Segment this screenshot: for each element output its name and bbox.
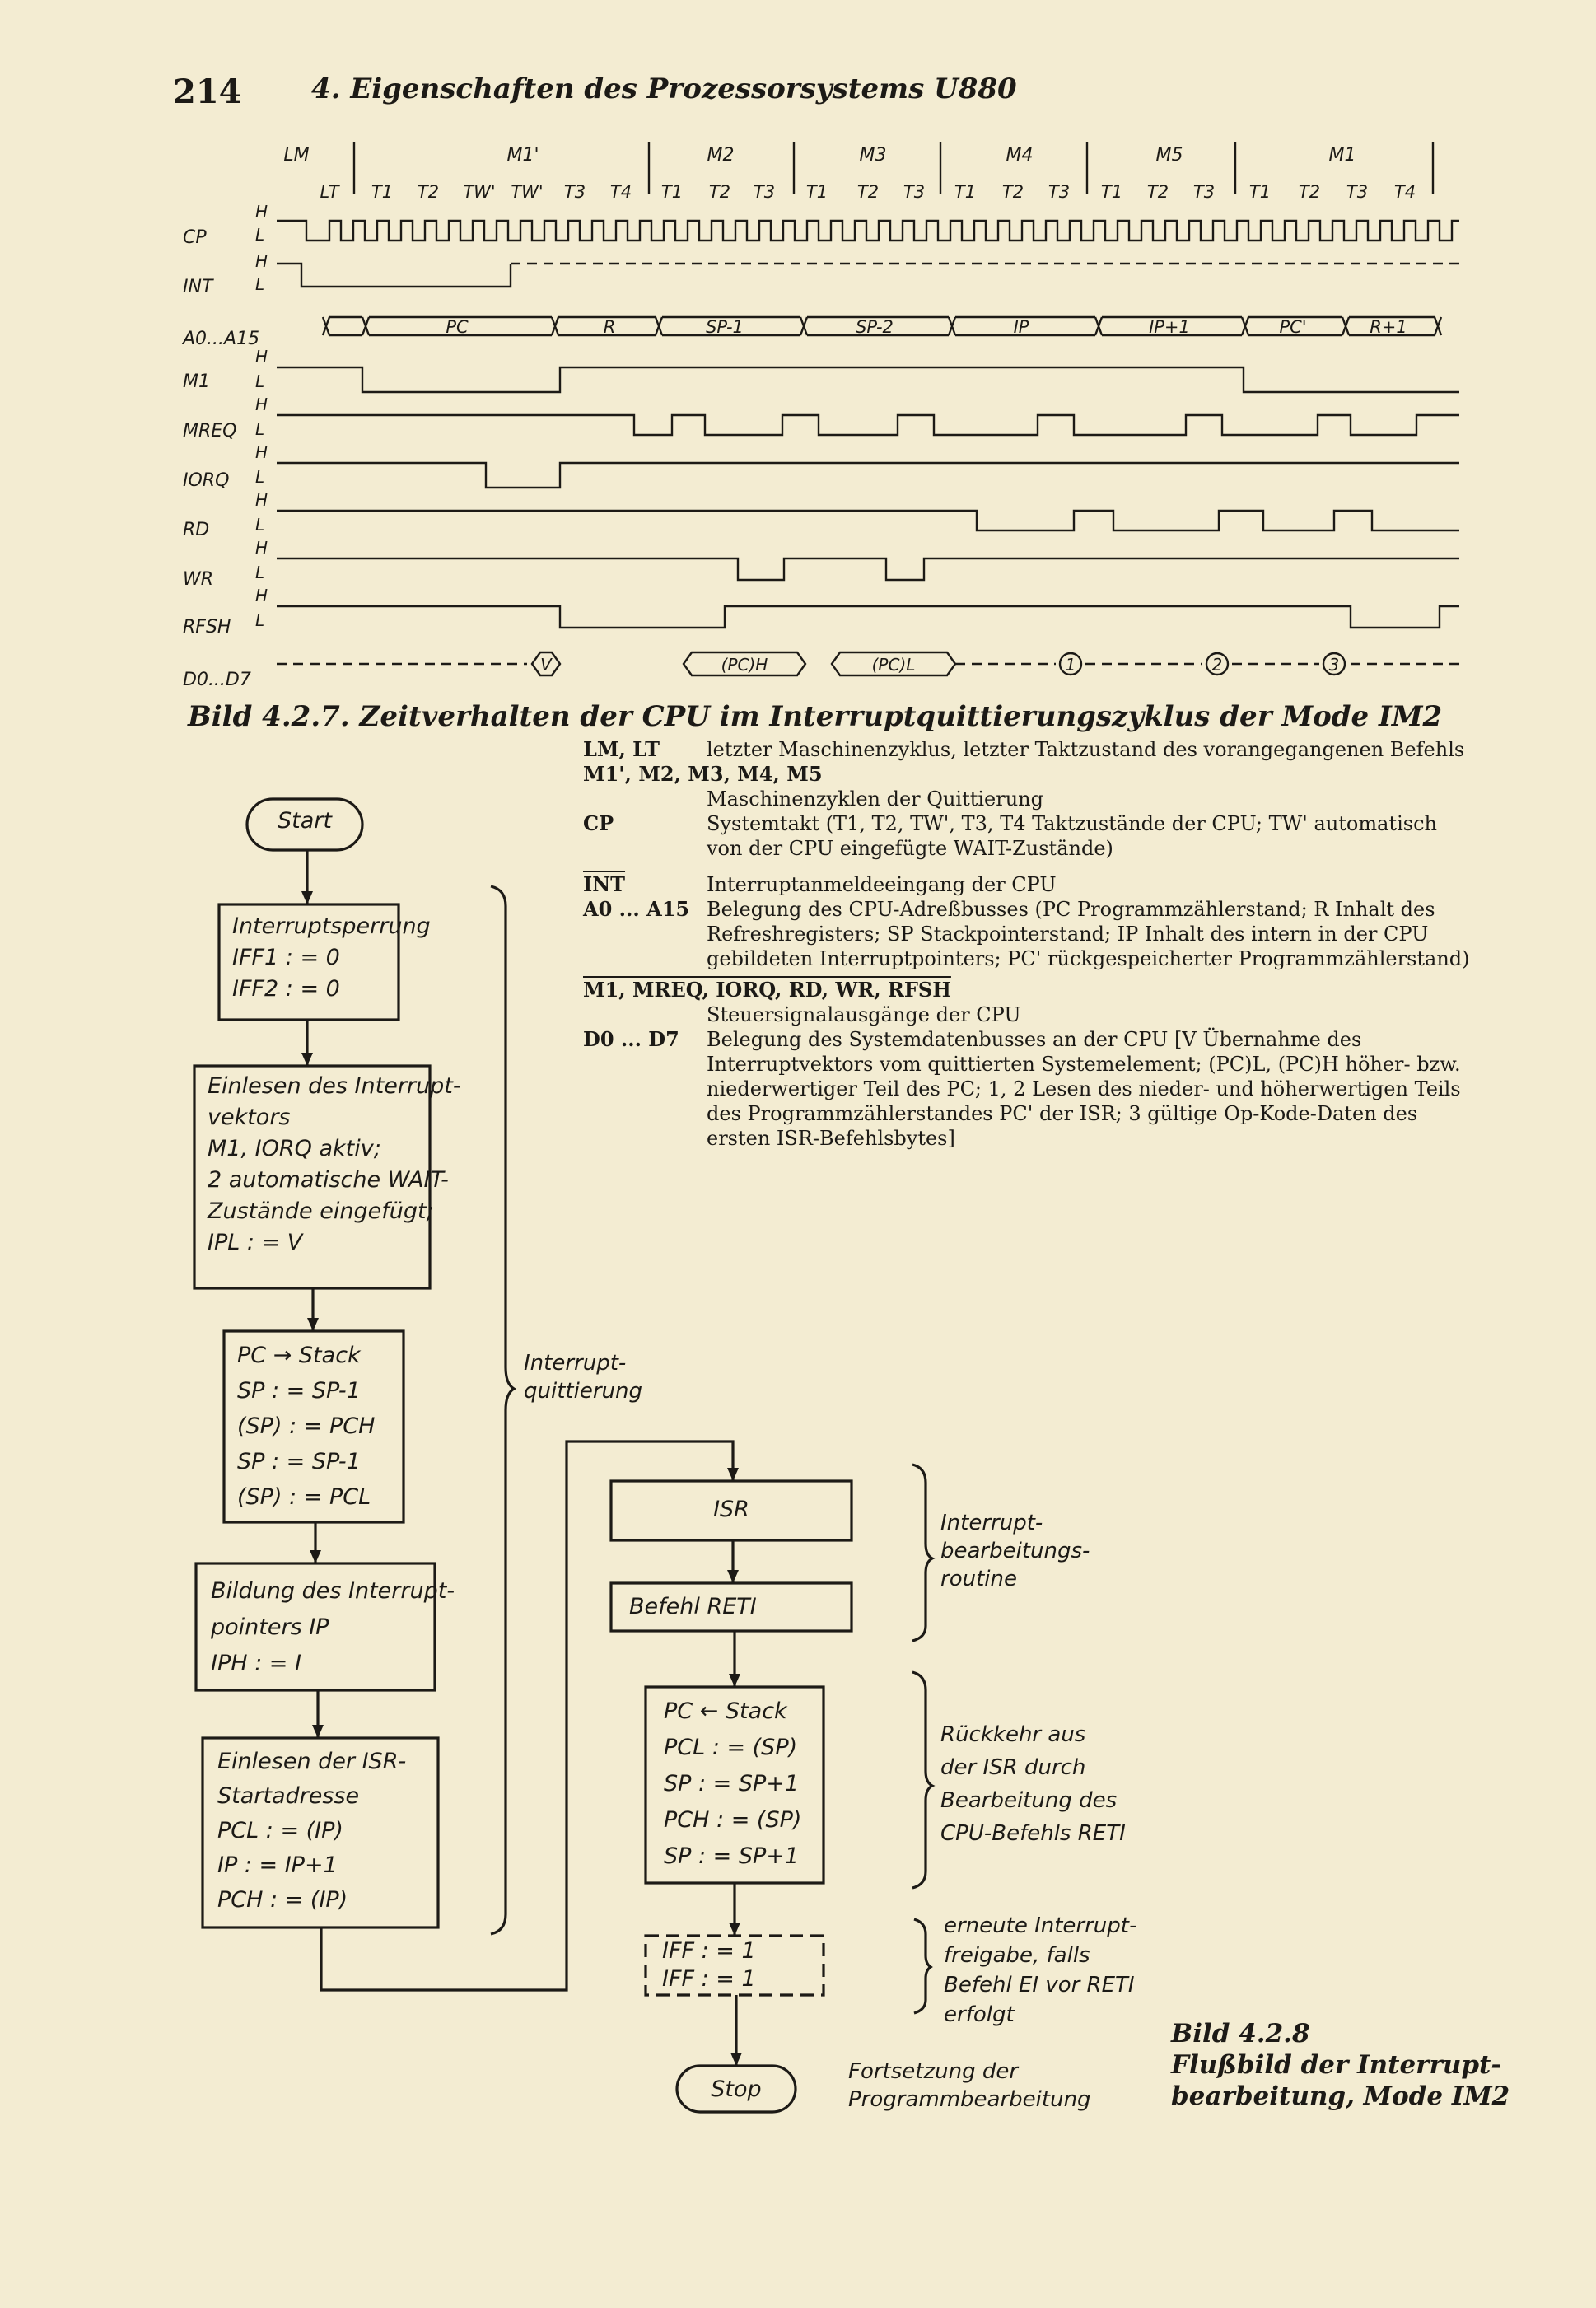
cycle-label: M2 <box>707 145 735 166</box>
legend-row: $\overline{INT}$ Interruptanmeldeeingang der CPU <box>583 872 1057 896</box>
level-high: H <box>255 395 268 414</box>
chapter-title: 4. Eigenschaften des Prozessorsystems U880 <box>311 72 1017 105</box>
address-value: PC <box>446 317 469 337</box>
box-stack: PC → Stack SP : = SP-1 (SP) : = PCH SP : = SP-1 (SP) : = PCL <box>237 1343 376 1510</box>
signal-label: M1 <box>183 371 210 392</box>
state-label: T2 <box>1146 182 1169 202</box>
state-label: T3 <box>1346 182 1369 202</box>
cycle-label: M5 <box>1155 145 1183 166</box>
state-label: LT <box>320 182 339 202</box>
level-high: H <box>255 251 268 271</box>
signal-label: RD <box>183 520 210 540</box>
brace-label-quittierung: Interrupt- quittierung <box>524 1351 642 1404</box>
signal-label: WR <box>183 569 214 590</box>
legend-row: M1', M2, M3, M4, M5 <box>583 762 823 786</box>
data-value: (PC)H <box>721 655 768 675</box>
address-value: SP-1 <box>706 317 744 337</box>
isr-label: ISR <box>713 1497 749 1522</box>
address-value: PC' <box>1279 317 1307 337</box>
data-value: (PC)L <box>871 655 916 675</box>
state-label: TW' <box>511 182 544 202</box>
address-value: SP-2 <box>856 317 894 337</box>
cycle-label: LM <box>283 145 310 166</box>
cycle-label: M1' <box>506 145 539 166</box>
level-low: L <box>255 274 265 294</box>
state-label: T2 <box>417 182 440 202</box>
figure-caption-timing: Bild 4.2.7. Zeitverhalten der CPU im Interruptquittierungszyklus der Mode IM2 <box>188 700 1443 733</box>
state-label: T1 <box>1100 182 1123 202</box>
state-label: TW' <box>463 182 496 202</box>
legend-row: D0 ... D7 Belegung des Systemdatenbusses an der CPU [V Übernahme des Interruptvektors vom quittierten Systemelement; (PC)L, (PC)H höher- bzw. niederwertiger Teil des PC; 1, 2 Lesen des nieder- und höherwertigen Teils des Programmzählerstandes PC' der ISR; 3 gültige Op-Kode-Daten des ersten ISR-Befehlsbytes] <box>583 1027 1461 1150</box>
page-number: 214 <box>173 72 242 111</box>
brace-label-iff: erneute Interrupt- freigabe, falls Befehl EI vor RETI erfolgt <box>944 1913 1137 2027</box>
legend-row: Steuersignalausgänge der CPU <box>707 1003 1021 1026</box>
level-low: L <box>255 515 265 535</box>
level-low: L <box>255 467 265 487</box>
signal-label: RFSH <box>183 617 231 638</box>
address-value: R+1 <box>1370 317 1407 337</box>
state-label: T1 <box>954 182 977 202</box>
signal-label: D0...D7 <box>183 670 251 690</box>
level-high: H <box>255 586 268 605</box>
state-label: T3 <box>563 182 586 202</box>
reti-label: Befehl RETI <box>629 1594 757 1619</box>
state-label: T3 <box>1192 182 1216 202</box>
level-low: L <box>255 610 265 630</box>
signal-label: CP <box>183 227 207 248</box>
address-value: IP <box>1013 317 1029 337</box>
start-label: Start <box>278 808 332 834</box>
box-return: PC ← Stack PCL : = (SP) SP : = SP+1 PCH : = (SP) SP : = SP+1 <box>664 1698 802 1869</box>
state-label: T1 <box>371 182 394 202</box>
legend-row: Maschinenzyklen der Quittierung <box>707 787 1043 811</box>
level-high: H <box>255 202 268 222</box>
level-high: H <box>255 538 268 558</box>
data-value: 3 <box>1328 655 1340 675</box>
cycle-label: M1 <box>1328 145 1356 166</box>
signal-label: MREQ <box>183 421 237 442</box>
state-label: T2 <box>1298 182 1321 202</box>
data-value: V <box>540 655 552 675</box>
legend-row: CP Systemtakt (T1, T2, TW', T3, T4 Taktzustände der CPU; TW' automatisch von der CPU eingefügte WAIT-Zustände) <box>583 811 1437 860</box>
state-label: T2 <box>708 182 731 202</box>
legend-row: M1, MREQ, IORQ, RD, WR, RFSH <box>583 978 951 1002</box>
brace-label-isr: Interrupt- bearbeitungs- routine <box>940 1511 1090 1591</box>
box-interruptsperrung: Interruptsperrung IFF1 : = 0 IFF2 : = 0 <box>232 913 431 1002</box>
state-label: T1 <box>1248 182 1272 202</box>
legend-row: A0 ... A15 Belegung des CPU-Adreßbusses (PC Programmzählerstand; R Inhalt des Refreshregisters; SP Stackpointerstand; IP Inhalt des intern in der CPU gebildeten Interruptpointers; PC' rückgespeicherter Programmzählerstand) <box>583 897 1470 970</box>
level-low: L <box>255 225 265 245</box>
state-label: T2 <box>1001 182 1024 202</box>
address-value: IP+1 <box>1149 317 1190 337</box>
continuation-note: Fortsetzung der Programmbearbeitung <box>848 2059 1091 2112</box>
signal-label: INT <box>183 277 213 297</box>
signal-label: IORQ <box>183 470 230 491</box>
cycle-label: M3 <box>859 145 887 166</box>
brace-label-return: Rückkehr aus der ISR durch Bearbeitung des CPU-Befehls RETI <box>940 1722 1126 1846</box>
legend-row: LM, LT letzter Maschinenzyklus, letzter Taktzustand des vorangegangenen Befehls <box>583 737 1465 761</box>
box-vektor: Einlesen des Interrupt- vektors M1, IORQ aktiv; 2 automatische WAIT- Zustände eingefügt; IPL : = V <box>208 1073 461 1255</box>
state-label: T2 <box>856 182 880 202</box>
state-label: T3 <box>1048 182 1071 202</box>
state-label: T1 <box>805 182 828 202</box>
data-value: 1 <box>1065 655 1076 675</box>
level-high: H <box>255 490 268 510</box>
address-value: R <box>603 317 616 337</box>
level-high: H <box>255 347 268 367</box>
box-pointer: Bildung des Interrupt- pointers IP IPH : = I <box>211 1578 455 1676</box>
state-label: T3 <box>903 182 926 202</box>
cycle-label: M4 <box>1006 145 1034 166</box>
level-low: L <box>255 371 265 391</box>
level-low: L <box>255 419 265 439</box>
state-label: T3 <box>753 182 776 202</box>
figure-caption-flow: Bild 4.2.8 Flußbild der Interrupt- bearbeitung, Mode IM2 <box>1171 2019 1510 2111</box>
level-low: L <box>255 563 265 582</box>
state-label: T4 <box>609 182 632 202</box>
stop-label: Stop <box>711 2077 762 2102</box>
box-iff: IFF : = 1 IFF : = 1 <box>662 1938 756 1992</box>
state-label: T1 <box>660 182 684 202</box>
data-value: 2 <box>1211 655 1223 675</box>
level-high: H <box>255 442 268 462</box>
signal-label: A0...A15 <box>183 329 260 349</box>
box-startadresse: Einlesen der ISR- Startadresse PCL : = (IP) IP : = IP+1 PCH : = (IP) <box>217 1749 407 1913</box>
state-label: T4 <box>1393 182 1416 202</box>
